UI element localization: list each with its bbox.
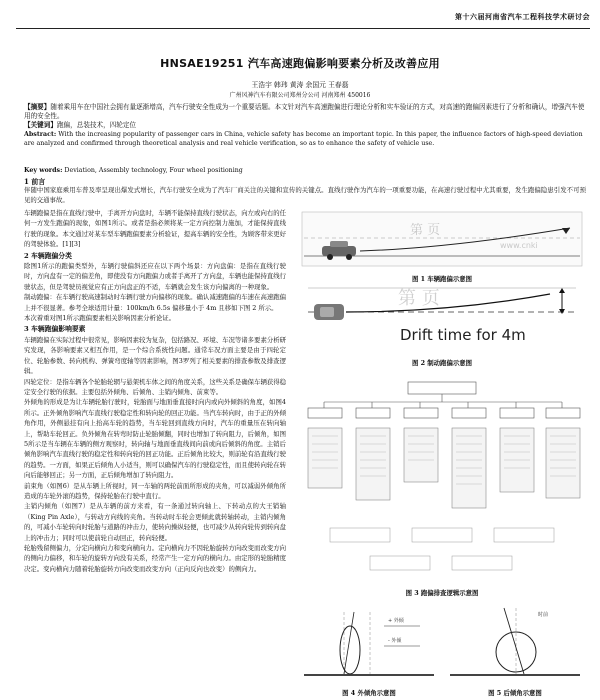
abstract-en bbox=[24, 131, 586, 148]
running-header: 第十六届河南省汽车工程科技学术研讨会 bbox=[455, 12, 590, 21]
figure-2-caption: 图 2 制动跑偏示意图 bbox=[411, 359, 473, 367]
intro-paragraph: 伴随中国家庭乘用车普及率呈现出爆发式增长，汽车行驶安全成为了汽车厂商关注的关键和宣传的关键点。直线行驶作为汽车的一项重要功能，在高速行驶过程中尤其重要，发生跑偏隐患引发不可预见的交通事故。 bbox=[24, 186, 586, 204]
figure-1-caption: 图 1 车辆跑偏示意图 bbox=[411, 275, 473, 283]
figure-4-caption: 图 4 外倾角示意图 bbox=[342, 689, 396, 697]
abstract-en-label: Abstract: bbox=[24, 131, 57, 138]
figure-4-drawing bbox=[300, 602, 438, 688]
svg-text:+ 外倾: + 外倾 bbox=[388, 618, 404, 624]
paragraph-classification: 除图1所示的跑偏类型外，车辆行驶偏斜还应在以下两个场景：方向盘偏：是指在直线行驶时，方向盘有一定的偏差角，即使没有方向跑偏力或者手离开了方向盘，车辆也能保持直线行驶状态，但是驾驶员视觉应有正方向盘正的不适，车辆就会发生该方向偏离的一种现象。 bbox=[24, 262, 287, 291]
authors: 王浩宇 韩玮 黄涛 余国元 王春磊 bbox=[251, 81, 349, 89]
figures-4-5 bbox=[300, 602, 584, 700]
abstract-en-text: With the increasing popularity of passenger cars in China, vehicle safety has become an important topic. In this paper, the influence factors of high-speed deviation are analyzed and confirmed through theoretical analysis and real vehicle verification, so as to enhance the safety of vehicle use. bbox=[24, 131, 583, 147]
figure-2-drawing bbox=[300, 282, 584, 354]
figure-1-watermark-cn: 第 页 bbox=[410, 223, 441, 238]
figure-3-caption: 图 3 跑偏排查逻辑示意图 bbox=[405, 589, 479, 597]
car-top-icon bbox=[314, 304, 344, 320]
section-3-heading: 3 车辆跑偏影响要素 bbox=[24, 325, 86, 334]
header-rule bbox=[16, 28, 590, 29]
paragraph-focus: 本次着重对图1所示跑偏要素相关影响因素分析论证。 bbox=[24, 314, 176, 323]
figure-2-label: Drift time for 4m bbox=[400, 326, 526, 344]
keywords-cn-text: 跑偏，总装技术，四轮定位 bbox=[56, 121, 137, 129]
abstract-cn-text: 随着乘用车在中国社会拥有量逐渐增高，汽车行驶安全性成为一个重要话题。本文针对汽车高速跑偏进行理论分析和实车验证的方式，对高速的跑偏因素进行了分析和确认，增强汽车使用的安全性。 bbox=[24, 103, 585, 120]
keywords-cn-label: 【关键词】 bbox=[24, 121, 57, 129]
figure-3 bbox=[300, 378, 584, 597]
paragraph-kingpin: 主销内倾角（如图7）是从车辆的前方来看，有一条通过转向轴上、下转动点的大王销轴（King Pin Axle），与转动方向线的夹角。当转动时车轮会更倾此就转轴转动，主销内倾角的，可减小车轮转向时轮胎与道路的冲击力，使转向操纵轻便，也可减少从转向轮传到转向盘上的冲击力；同时可以使前轮自动回正，转向轻便。 bbox=[24, 502, 287, 542]
figure-5-caption: 图 5 后倾角示意图 bbox=[488, 689, 542, 697]
figure-5-drawing bbox=[446, 602, 584, 688]
figure-2-watermark: 第 页 bbox=[398, 288, 440, 309]
paragraph-toe: 前束角（如图6）是从车辆上所视时，同一车轴的两轮前面所形成的夹角，可以减弱外倾角所造成的车轮外滚的趋势，保持轮胎在行驶中直行。 bbox=[24, 481, 286, 500]
figure-1-watermark-en: www.cnki bbox=[500, 241, 538, 250]
right-column-figures bbox=[300, 208, 584, 700]
figure-2 bbox=[300, 282, 584, 367]
paragraph-factors: 车辆跑偏在实际过程中很常见，影响因素较为复杂，包括路况、环境、车况等诸多要素分析研究发现，各影响要素又相互作用，是一个综合系统性问题。通常车况方面主要是由于四轮定位、轮胎参数、转向机构、弹簧弯度轴等因素影响，图3罗列了相关要素的排查参数及排查逻辑。 bbox=[24, 335, 287, 376]
keywords-cn bbox=[24, 121, 586, 130]
figure-5-label: 时前 bbox=[538, 612, 549, 618]
keywords-en bbox=[24, 167, 586, 174]
figure-1 bbox=[300, 208, 584, 283]
paragraph-lateral-force: 轮胎残留侧偏力，分定向横向力和变向横向力。定向横向力不因轮胎旋转方向改变而改变方向的侧向力偏移，和车轮的旋转方向没有关系，经常产生一定方向的横向力。由定形的轮胎精度决定。变向横向力随着轮胎旋转方向改变而改变方向（正向反向也改变）的侧向力。 bbox=[24, 544, 287, 573]
affiliation: 广州风神汽车有限公司郑州分公司 河南郑州 450016 bbox=[229, 92, 371, 99]
paragraph-definition: 车辆跑偏是指在直线行驶中，手离开方向盘时，车辆不能保持直线行驶状态，向左或向右的任何一方发生跑偏的现象，如图1所示。或者是指必须将某一定方向控制力施加，才能保持直线行驶的现象。本文通过对某车型车辆跑偏要素分析验证，提高车辆的安全性，为顾客带来更好的驾驶体验。[1][3] bbox=[24, 209, 287, 249]
section-2-heading: 2 车辆跑偏分类 bbox=[24, 251, 72, 260]
keywords-en-label: Key words: bbox=[24, 167, 63, 174]
paragraph-brake: 制动跑偏：在车辆行驶高速制动时车辆行驶方向偏移的现象。确认减速跑偏的车速在高速跑偏上并不很显著。参考全球适用计量：100km/h 6.5s 偏移量小于 4m 且移如下图 2 所示。 bbox=[24, 293, 287, 312]
svg-text:- 外倾: - 外倾 bbox=[388, 638, 402, 644]
keywords-en-text: Deviation, Assembly technology, Four wheel positioning bbox=[64, 167, 243, 174]
section-1-heading: 1 前言 bbox=[24, 177, 46, 186]
left-column bbox=[24, 208, 286, 574]
abstract-cn-label: 【摘要】 bbox=[24, 103, 51, 111]
paper-title: HNSAE19251 汽车高速跑偏影响要素分析及改善应用 bbox=[160, 57, 440, 70]
figure-1-drawing bbox=[300, 208, 584, 270]
paragraph-camber: 外倾角的形成是为让车辆轮胎行驶时，轮胎面与地面垂直接时向内或向外倾斜的角度，如图4所示。正外倾角影响汽车直线行驶稳定性和转向轮的回正功能。当汽车转向时，由于正的外倾角作用，外侧悬挂有向上抬高车轮的趋势，当车轮回到直线方向时，汽车的重量压在转向轴上，帮助车轮回正。负外倾角在转弯时防止轮胎倾翻，同时也增加了转向阻力，后倾角，如图5所示是当车辆在车辆的侧方观察时，转向轴与地面垂直线间向前或向后倾斜的角度。主销后倾角影响汽车直线行驶的稳定性和转向轮的回正功能。正后倾角比较大，则前轮有沿直线行驶的趋势。一方面，如果正后倾角人小适当，则可以确保汽车的行驶稳定性，而且使转向轮在转向后能够回正；另一方面，正后倾角增加了转向阻力。 bbox=[24, 398, 287, 480]
abstract-cn bbox=[24, 103, 586, 120]
paragraph-alignment: 四轮定位：是指车辆各个轮胎轮辋与悬架机车体之间的角度关系，这些关系是确保车辆获得稳定安全行驶的依据。主要包括外倾角、后倾角、主销内倾角、前束等。 bbox=[24, 377, 287, 396]
figure-3-drawing bbox=[300, 378, 584, 584]
